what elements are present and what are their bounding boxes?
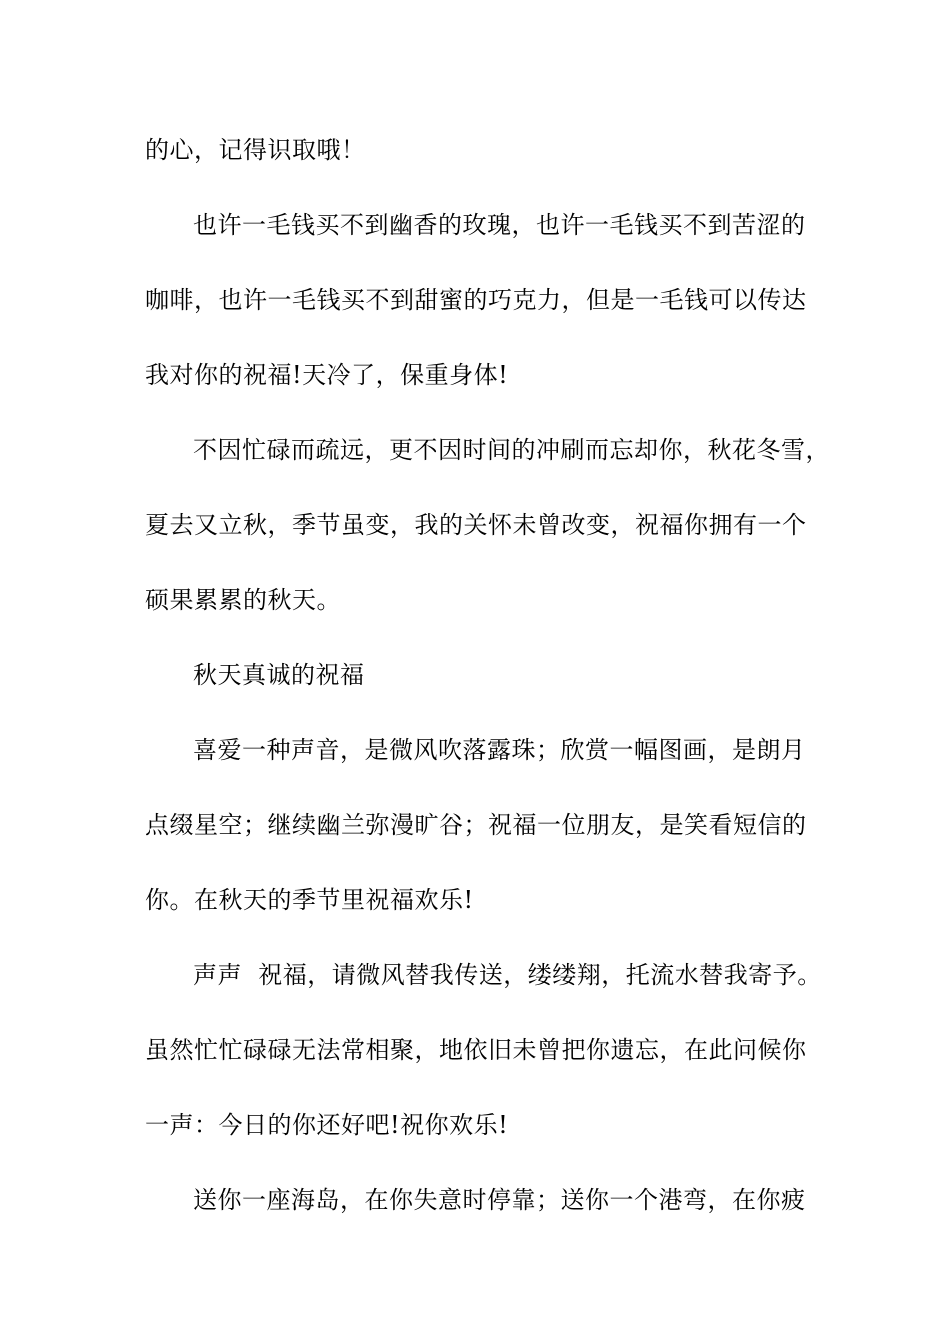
- text-line: 你。在秋天的季节里祝福欢乐!: [145, 886, 474, 914]
- paragraph-first-line: 声声 祝福，请微风替我传送，缕缕翔，托流水替我寄予。: [193, 961, 822, 989]
- text-line: 咖啡，也许一毛钱买不到甜蜜的巧克力，但是一毛钱可以传达: [145, 286, 807, 314]
- text-line: 夏去又立秋，季节虽变，我的关怀未曾改变，祝福你拥有一个: [145, 511, 807, 539]
- paragraph-first-line: 不因忙碌而疏远，更不因时间的冲刷而忘却你，秋花冬雪，: [193, 436, 830, 464]
- text-line: 我对你的祝福!天冷了，保重身体!: [145, 361, 509, 389]
- paragraph-first-line: 送你一座海岛，在你失意时停靠；送你一个港弯，在你疲: [193, 1186, 806, 1214]
- text-line: 点缀星空；继续幽兰弥漫旷谷；祝福一位朋友，是笑看短信的: [145, 811, 807, 839]
- paragraph-first-line: 也许一毛钱买不到幽香的玫瑰，也许一毛钱买不到苦涩的: [193, 211, 806, 239]
- text-line: 虽然忙忙碌碌无法常相聚，地依旧未曾把你遗忘，在此问候你: [145, 1036, 807, 1064]
- text-line: 硕果累累的秋天。: [145, 586, 341, 614]
- paragraph-first-line: 喜爱一种声音，是微风吹落露珠；欣赏一幅图画，是朗月: [193, 736, 806, 764]
- text-line: 一声：今日的你还好吧!祝你欢乐!: [145, 1111, 509, 1139]
- text-line: 的心，记得识取哦！: [145, 136, 366, 164]
- section-heading: 秋天真诚的祝福: [193, 661, 365, 689]
